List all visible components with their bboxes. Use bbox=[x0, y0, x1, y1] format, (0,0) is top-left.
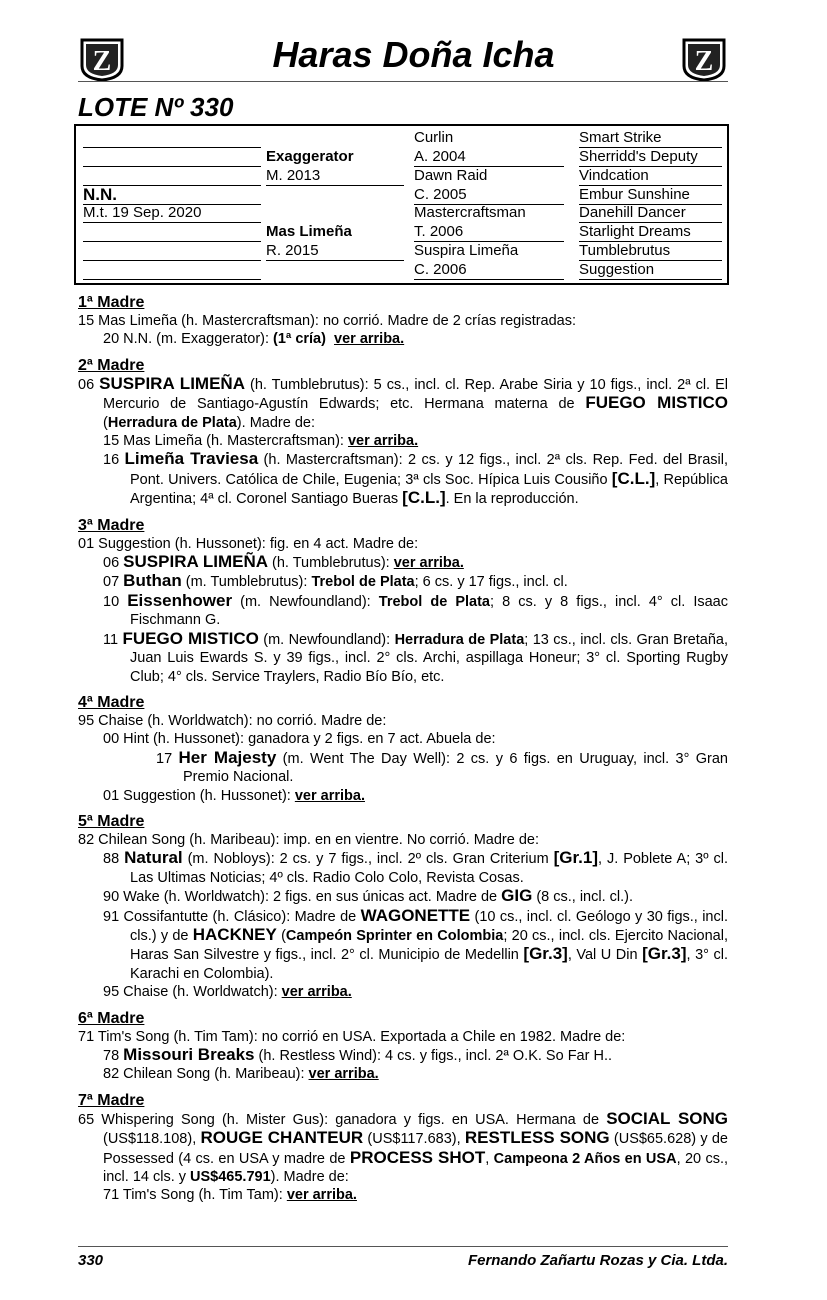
pedigree-dam-info: R. 2015 bbox=[266, 242, 404, 261]
ver-arriba-link[interactable]: ver arriba. bbox=[286, 1187, 357, 1204]
pedigree-dam: Mas Limeña bbox=[266, 223, 352, 240]
section-title: 7ª Madre bbox=[78, 1091, 145, 1109]
section-1 bbox=[78, 293, 728, 349]
dam-entry: 65 Whispering Song (h. Mister Gus): ganadora y figs. en USA. Hermana de SOCIAL SONG (US$118.108), ROUGE CHANTEUR (US$117.683), RESTLESS SONG (US$65.628) y de Possessed (4 cs. en USA y madre de PROCESS SHOT, Campeona 2 Años en USA, 20 cs., incl. 14 cls. y US$465.791). Madre de: bbox=[78, 1108, 729, 1186]
pedigree-ds-info: T. 2006 bbox=[414, 223, 564, 242]
section-3 bbox=[78, 516, 728, 686]
ver-arriba-link[interactable]: ver arriba. bbox=[393, 555, 464, 572]
foal-entry: 78 Missouri Breaks (h. Restless Wind): 4 cs. y figs., incl. 2ª O.K. So Far H.. bbox=[103, 1045, 613, 1064]
pedigree-line bbox=[83, 129, 261, 148]
pedigree-line bbox=[83, 167, 261, 186]
pedigree-subject-birth: M.t. 19 Sep. 2020 bbox=[83, 204, 261, 223]
dam-entry: 01 Suggestion (h. Hussonet): fig. en 4 act. Madre de: bbox=[78, 535, 419, 552]
foal-entry: 01 Suggestion (h. Hussonet): ver arriba. bbox=[103, 787, 365, 804]
pedigree-line bbox=[83, 223, 261, 242]
pedigree-ddd: Suggestion bbox=[579, 261, 722, 280]
foal-entry: 82 Chilean Song (h. Maribeau): ver arriba. bbox=[103, 1066, 379, 1083]
ver-arriba-link[interactable]: ver arriba. bbox=[334, 331, 405, 348]
document-title: Haras Doña Icha bbox=[272, 34, 555, 75]
section-4 bbox=[78, 693, 728, 805]
pedigree-line bbox=[83, 261, 261, 280]
section-title: 6ª Madre bbox=[78, 1009, 145, 1027]
pedigree-line bbox=[83, 242, 261, 261]
section-title: 5ª Madre bbox=[78, 812, 145, 830]
foal-entry: 20 N.N. (m. Exaggerator): (1ª cría) ver arriba. bbox=[103, 331, 405, 348]
foal-entry: 00 Hint (h. Hussonet): ganadora y 2 figs. en 7 act. Abuela de: bbox=[103, 731, 496, 748]
footer-divider bbox=[78, 1246, 728, 1247]
foal-entry: 91 Cossifantutte (h. Clásico): Madre de WAGONETTE (10 cs., incl. cl. Geólogo y 30 figs., incl. cls.) y de HACKNEY (Campeón Sprinter en Colombia; 20 cs., incl. cls. Ejercito Nacional, Haras San Silvestre y figs., incl. 2° cl. Municipio de Medellin [Gr.3], Val U Din [Gr.3], 3° cl. Karachi en Colombia). bbox=[103, 905, 728, 982]
foal-entry: 10 Eissenhower (m. Newfoundland): Trebol de Plata; 8 cs. y 8 figs., incl. 4° cl. Isaac Fischmann G. bbox=[103, 590, 728, 629]
foal-entry: 71 Tim's Song (h. Tim Tam): ver arriba. bbox=[103, 1187, 357, 1204]
pedigree-ss: Curlin bbox=[414, 129, 454, 146]
section-2 bbox=[78, 356, 728, 509]
svg-text:Z: Z bbox=[92, 46, 112, 77]
ver-arriba-link[interactable]: ver arriba. bbox=[308, 1066, 379, 1083]
dam-entry: 82 Chilean Song (h. Maribeau): imp. en en vientre. No corrió. Madre de: bbox=[78, 831, 540, 848]
section-6 bbox=[78, 1009, 728, 1084]
ver-arriba-link[interactable]: ver arriba. bbox=[281, 984, 352, 1001]
dam-entry: 71 Tim's Song (h. Tim Tam): no corrió en USA. Exportada a Chile en 1982. Madre de: bbox=[78, 1028, 626, 1045]
section-5 bbox=[78, 812, 728, 1002]
section-7 bbox=[78, 1091, 728, 1205]
pedigree-sss: Smart Strike bbox=[579, 129, 722, 148]
ver-arriba-link[interactable]: ver arriba. bbox=[347, 433, 419, 450]
svg-text:Z: Z bbox=[694, 46, 714, 77]
pedigree-dd-info: C. 2006 bbox=[414, 261, 564, 280]
foal-entry: 07 Buthan (m. Tumblebrutus): Trebol de Plata; 6 cs. y 17 figs., incl. cl. bbox=[103, 571, 568, 591]
header-divider bbox=[78, 81, 728, 82]
ver-arriba-link[interactable]: ver arriba. bbox=[294, 787, 365, 804]
foal-entry: 15 Mas Limeña (h. Mastercraftsman): ver arriba. bbox=[103, 433, 419, 450]
pedigree-ds: Mastercraftsman bbox=[414, 204, 526, 221]
page-number: 330 bbox=[78, 1252, 104, 1269]
section-title: 3ª Madre bbox=[78, 516, 145, 534]
section-title: 4ª Madre bbox=[78, 693, 145, 711]
company-name: Fernando Zañartu Rozas y Cia. Ltda. bbox=[467, 1252, 728, 1269]
dam-entry: 95 Chaise (h. Worldwatch): no corrió. Madre de: bbox=[78, 712, 387, 729]
foal-entry: 95 Chaise (h. Worldwatch): ver arriba. bbox=[103, 984, 352, 1001]
haras-logo-right bbox=[680, 36, 728, 82]
pedigree-table bbox=[74, 124, 729, 285]
section-title: 2ª Madre bbox=[78, 356, 145, 374]
foal-entry: 16 Limeña Traviesa (h. Mastercraftsman): 2 cs. y 12 figs., incl. 2ª cls. Rep. Fed. del Brasil, Pont. Univers. Católica de Chile, Eugenia; 3ª cls Soc. Hípica Luis Cousiño [C.L.], República Argentina; 4ª cl. Coronel Santiago Bueras [C.L.]. En la reproducción. bbox=[103, 449, 728, 508]
pedigree-line bbox=[83, 148, 261, 167]
pedigree-sire: Exaggerator bbox=[266, 148, 354, 165]
produce-record bbox=[78, 293, 728, 1205]
pedigree-sire-info: M. 2013 bbox=[266, 167, 404, 186]
lot-number: LOTE Nº 330 bbox=[78, 92, 234, 122]
pedigree-sds: Vindcation bbox=[579, 167, 722, 186]
dam-entry: 06 SUSPIRA LIMEÑA (h. Tumblebrutus): 5 cs., incl. cl. Rep. Arabe Siria y 10 figs., incl. 2ª cl. El Mercurio de Santiago-Agustín Edwards; etc. Hermana materna de FUEGO MISTICO (Herradura de Plata). Madre de: bbox=[78, 373, 729, 431]
pedigree-dds: Tumblebrutus bbox=[579, 242, 722, 261]
foal-entry: 11 FUEGO MISTICO (m. Newfoundland): Herradura de Plata; 13 cs., incl. cls. Gran Bretaña, Juan Luis Ewards S. y 39 figs., incl. 2° cls. Archi, aspillaga Honeur; 3° cl. Sporting Rugby Club; 4° cls. Service Traylers, Radio Bío Bío, etc. bbox=[103, 628, 728, 685]
pedigree-subject-name: N.N. bbox=[83, 186, 261, 205]
pedigree-dd: Suspira Limeña bbox=[414, 242, 519, 259]
section-title: 1ª Madre bbox=[78, 294, 145, 311]
dam-entry: 15 Mas Limeña (h. Mastercraftsman): no corrió. Madre de 2 crías registradas: bbox=[78, 313, 577, 329]
foal-entry: 06 SUSPIRA LIMEÑA (h. Tumblebrutus): ver arriba. bbox=[103, 552, 464, 572]
pedigree-sd-info: C. 2005 bbox=[414, 186, 564, 205]
foal-entry: 90 Wake (h. Worldwatch): 2 figs. en sus únicas act. Madre de GIG (8 cs., incl. cl.). bbox=[103, 886, 634, 906]
foal-entry: 88 Natural (m. Nobloys): 2 cs. y 7 figs., incl. 2º cls. Gran Criterium [Gr.1], J. Poblete A; 3º cl. Las Ultimas Noticias; 4º cls. Radio Colo Colo, Revista Cosas. bbox=[103, 848, 728, 886]
pedigree-ssd: Sherridd's Deputy bbox=[579, 148, 722, 167]
pedigree-dsd: Starlight Dreams bbox=[579, 223, 722, 242]
pedigree-sd: Dawn Raid bbox=[414, 167, 488, 184]
grandfoal-entry: 17 Her Majesty (m. Went The Day Well): 2 cs. y 6 figs. en Uruguay, incl. 3° Gran Premio Nacional. bbox=[156, 747, 728, 786]
pedigree-ss-info: A. 2004 bbox=[414, 148, 564, 167]
pedigree-sdd: Embur Sunshine bbox=[579, 186, 722, 205]
pedigree-dss: Danehill Dancer bbox=[579, 204, 722, 223]
